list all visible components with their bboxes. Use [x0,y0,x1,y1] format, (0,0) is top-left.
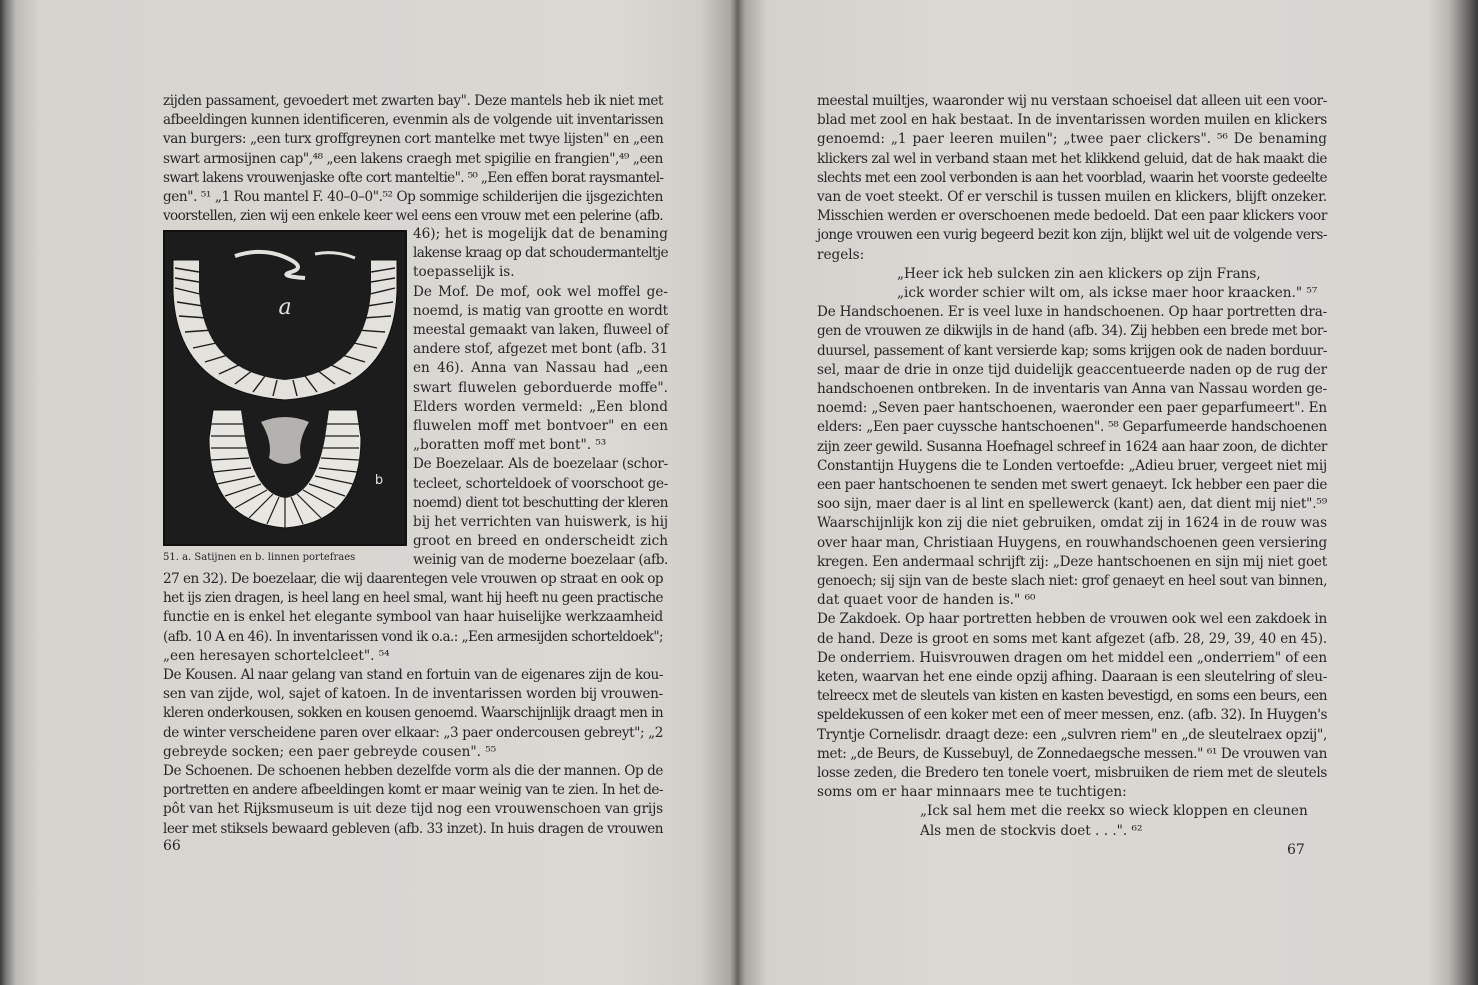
text-line: handschoenen ontbreken. In de inventaris van Anna van Nassau worden ge- [817,381,1327,397]
verse-line: „Ick sal hem met die reekx so wieck kloppen en cleunen [920,803,1308,820]
page-number-right: 67 [1287,842,1305,858]
text-line: met: „de Beurs, de Kussebuyl, de Zonnedaegsche messen." ⁶¹ De vrouwen van [817,745,1327,762]
text-line: klickers zal wel in verband staan met het klikkend geluid, dat de hak maakt die [817,150,1327,167]
text-line: kleren onderkousen, sokken en kousen genoemd. Waarschijnlijk draagt men in [163,705,663,722]
text-line: Tryntje Cornelisdr. draagt deze: een „sulvren riem" en „de sleutelraex opzij", [817,726,1327,743]
text-line: sel, maar de drie in onze tijd duidelijk geaccentueerde naden op de rug der [817,361,1327,378]
text-line: elders: „Een paer cuyssche hantschoenen". ⁵⁸ Geparfumeerde handschoenen [817,419,1327,436]
text-line: over haar man, Christiaan Huygens, en rouwhandschoenen geen versiering [817,534,1327,551]
text-line: portretten en andere afbeeldingen komt er maar weinig van te zien. In het de- [163,782,663,799]
text-line: een paer hantschoenen te senden met swert genaeyt. Ick hebber een paer die [817,477,1327,493]
text-line: blad met zool en hak bestaat. In de inventarissen worden muilen en klickers [817,112,1327,129]
text-line: (afb. 10 A en 46). In inventarissen vond ik o.a.: „Een armesijden schorteldoek"; [163,628,663,645]
text-line: swart armosijnen cap",⁴⁸ „een lakens craegh met spigilie en frangien",⁴⁹ „een [163,150,663,167]
text-line: dat quaet voor de handen is." ⁶⁰ [817,592,1036,609]
text-line: De onderriem. Huisvrouwen dragen om het middel een „onderriem" of een [817,649,1327,666]
text-line: Constantijn Huygens die te Londen vertoefde: „Adieu bruer, vergeet niet mij [817,457,1327,474]
figure-plate [163,230,407,546]
text-line: De Kousen. Al naar gelang van stand en fortuin van de eigenares zijn de kou- [163,667,664,683]
collar-illustration [165,232,405,544]
text-line: jonge vrouwen een vurig begeerd bezit kon zijn, blijkt wel uit de volgende vers- [817,227,1327,244]
text-line: zijn zeer gewild. Susanna Hoefnagel schreef in 1624 aan haar zoon, de dichter [817,438,1327,455]
text-line: bij het verrichten van huiswerk, is hij [413,514,668,530]
text-line: soo sijn, maer daer is al lint en spellewerck (kant) aen, dat dient mij niet".⁵⁹ [817,496,1327,513]
text-line: duursel, passement of kant versierde kap; soms krijgen ook de naden borduur- [817,342,1327,359]
text-line: lakense kraag op dat schoudermanteltje [413,245,668,262]
text-line: telreecx met de sleutels van kisten en kasten bevestigd, en soms een beurs, een [817,688,1327,705]
text-line: fluwelen moff met bontvoer" en een [413,418,668,434]
text-line: gen de vrouwen ze dikwijls in de hand (afb. 34). Zij hebben een brede met bor- [817,323,1327,340]
text-line: swart fluwelen geborduerde moffe". [413,379,668,396]
text-line: De Zakdoek. Op haar portretten hebben de vrouwen ook wel een zakdoek in [817,611,1327,628]
text-line: 46); het is mogelijk dat de benaming [413,226,668,242]
text-line: weinig van de moderne boezelaar (afb. [413,552,668,569]
text-line: noemd) dient tot beschutting der kleren [413,494,668,511]
figure-caption: 51. a. Satijnen en b. linnen portefraes [163,552,356,563]
right-page [737,0,1478,985]
text-line: losse zeden, die Bredero ten tonele voert, misbruiken de riem met de sleutels [817,765,1327,781]
text-line: tecleet, schorteldoek of voorschoot ge- [413,475,668,492]
text-line: swart lakens vrouwenjaske ofte cort manteltie". ⁵⁰ „Een effen borat raysmantel- [163,169,664,186]
text-line: genoemd: „1 paer leeren muilen"; „twee paer clickers". ⁵⁶ De benaming [817,131,1327,148]
text-line: zijden passament, gevoedert met zwarten bay". Deze mantels heb ik niet met [163,93,663,109]
figure-label-b: b [374,473,384,488]
figure-label-a: a [278,295,292,320]
text-line: De Mof. De mof, ook wel moffel ge- [413,283,668,300]
text-line: leer met stiksels bewaard gebleven (afb. 33 inzet). In huis dragen de vrouwen [163,820,663,837]
verse-line: Als men de stockvis doet . . .". ⁶² [920,822,1143,839]
text-line: slechts met een zool verbonden is aan het voorblad, waarin het voorste gedeelte [817,169,1327,186]
text-line: het ijs zien dragen, is heel lang en heel smal, want hij heeft nu geen practische [163,590,663,607]
text-line: de hand. Deze is groot en soms met kant afgezet (afb. 28, 29, 39, 40 en 45). [817,630,1327,647]
text-line: De Schoenen. De schoenen hebben dezelfde vorm als die der mannen. Op de [163,763,663,779]
text-line: en 46). Anna van Nassau had „een [413,360,668,377]
text-line: functie en is enkel het elegante symbool van haar huiselijke werkzaamheid [163,609,663,626]
text-line: „boratten moff met bont". ⁵³ [413,437,607,454]
text-line: Elders worden vermeld: „Een blond [413,398,668,415]
verse-line: „Heer ick heb sulcken zin aen klickers op zijn Frans, [897,265,1261,282]
text-line: De Handschoenen. Er is veel luxe in handschoenen. Op haar portretten dra- [817,304,1327,321]
text-line: 27 en 32). De boezelaar, die wij daarentegen vele vrouwen op straat en ook op [163,571,663,587]
text-line: meestal gemaakt van laken, fluweel of [413,322,669,338]
text-line: soms om er haar minnaars mee te tuchtigen: [817,784,1127,801]
text-line: speldekussen of een koker met een of meer messen, enz. (afb. 32). In Huygen's [817,707,1327,724]
text-line: kregen. Een andermaal schrijft zij: „Deze hantschoenen en sijn mij niet goet [817,553,1327,570]
text-line: genoech; sij sijn van de beste slach niet: grof genaeyt en heel sout van binnen, [817,573,1327,589]
text-line: groot en breed en onderscheidt zich [413,533,668,550]
text-line: voorstellen, zien wij een enkele keer wel eens een vrouw met een pelerine (afb. [163,208,663,225]
text-line: de winter verscheidene paren over elkaar: „3 paer ondercousen gebreyt"; „2 [163,724,663,741]
text-line: keten, waarvan het ene einde opzij afhing. Daaraan is een sleutelring of sleu- [817,669,1327,685]
verse-line: „ick worder schier wilt om, als ickse maer hoor kraacken." ⁵⁷ [897,285,1318,301]
text-line: „een heresayen schortelcleet". ⁵⁴ [163,647,390,664]
text-line: van burgers: „een turx groffgreynen cort mantelke met twye lijsten" en „een [163,131,664,148]
text-line: pôt van het Rijksmuseum is uit deze tijd nog een vrouwenschoen van grijs [163,801,663,818]
text-line: regels: [817,246,865,263]
text-line: van de voet steekt. Of er verschil is tussen muilen en klickers, blijft onzeker. [817,189,1327,205]
page-number-left: 66 [163,838,181,854]
text-line: noemd, is matig van grootte en wordt [413,302,668,319]
text-line: meestal muiltjes, waaronder wij nu verstaan schoeisel dat alleen uit een voor- [817,93,1327,109]
text-line: De Boezelaar. Als de boezelaar (schor- [413,456,668,473]
text-line: sen van zijde, wol, sajet of katoen. In de inventarissen worden bij vrouwen- [163,686,663,703]
text-line: Waarschijnlijk kon zij die niet gebruiken, omdat zij in 1624 in de rouw was [817,515,1327,532]
text-line: Misschien werden er overschoenen mede bedoeld. Dat een paar klickers voor [817,208,1327,225]
left-page [0,0,737,985]
text-line: afbeeldingen kunnen identificeren, evenmin als de volgende uit inventarissen [163,112,664,129]
text-line: toepasselijk is. [413,264,515,281]
text-line: gen". ⁵¹ „1 Rou mantel F. 40–0–0".⁵² Op sommige schilderijen die ijsgezichten [163,189,663,205]
text-line: andere stof, afgezet met bont (afb. 31 [413,341,668,358]
text-line: gebreyde socken; een paer gebreyde cousen". ⁵⁵ [163,743,497,760]
text-line: noemd: „Seven paer hantschoenen, waeronder een paer geparfumeert". En [817,400,1327,417]
